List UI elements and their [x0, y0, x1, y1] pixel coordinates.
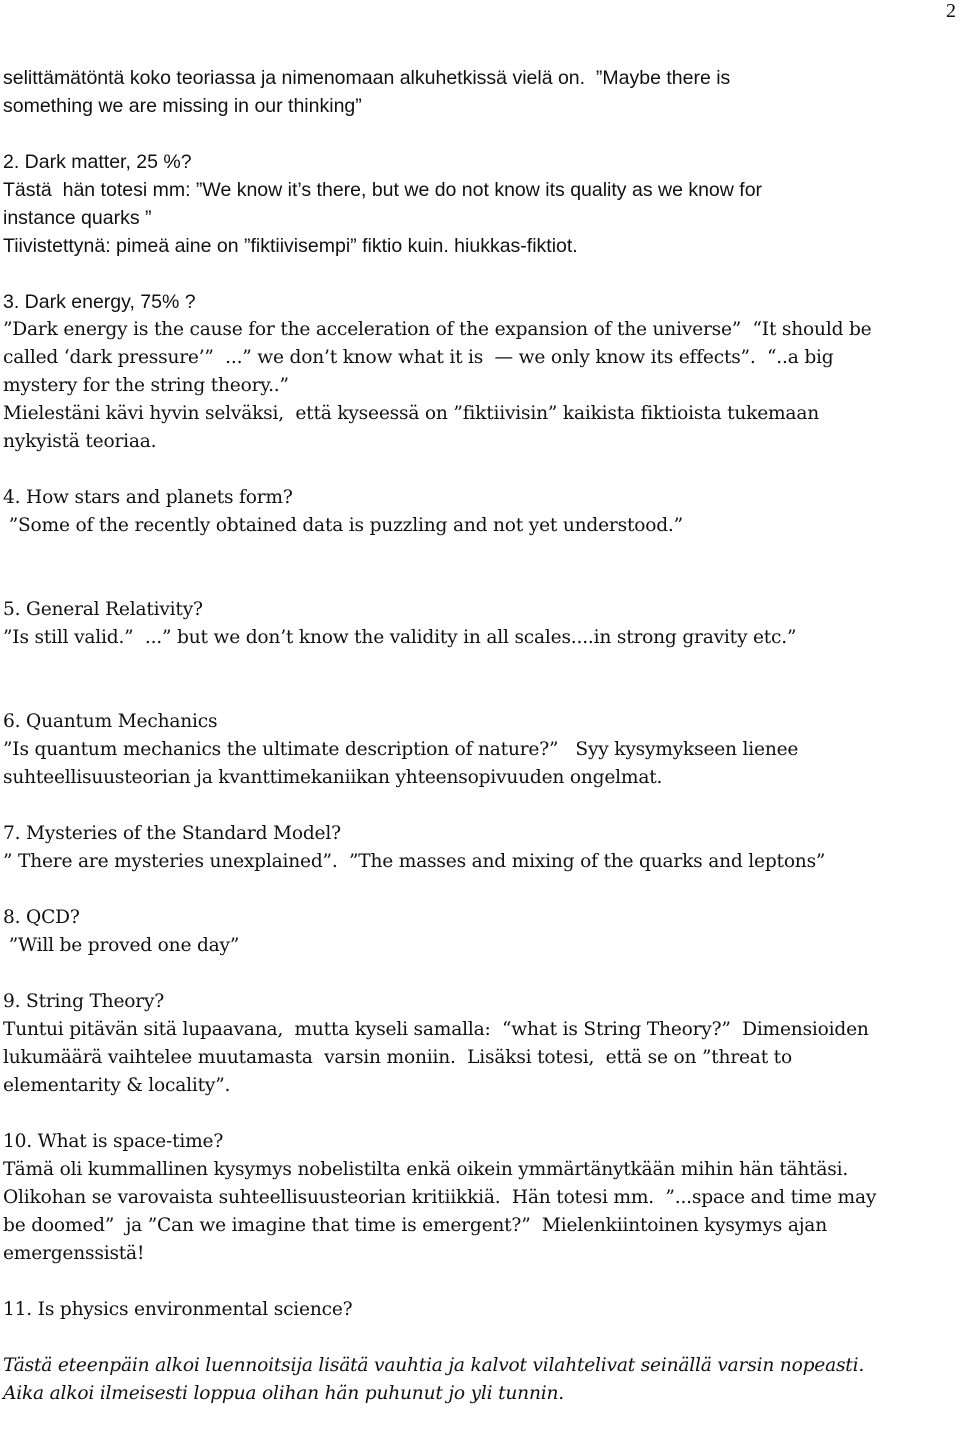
paragraph-gap — [3, 456, 953, 484]
text-line: 8. QCD? — [3, 907, 80, 928]
text-line: be doomed” ja ”Can we imagine that time is emergent?” Mielenkiintoinen kysymys ajan — [3, 1215, 827, 1236]
paragraph-gap — [3, 1100, 953, 1128]
paragraph-gap — [3, 792, 953, 820]
text-line: 11. Is physics environmental science? — [3, 1299, 353, 1320]
text-line: ”Will be proved one day” — [3, 935, 240, 956]
text-line: nykyistä teoriaa. — [3, 431, 157, 452]
paragraph-gap — [3, 120, 953, 148]
paragraph-gap — [3, 1268, 953, 1296]
page-number: 2 — [946, 0, 956, 22]
text-line: emergenssistä! — [3, 1243, 145, 1264]
document-body — [3, 64, 953, 1408]
text-line: instance quarks ” — [3, 207, 152, 229]
text-line: something we are missing in our thinking” — [3, 95, 362, 117]
text-line: elementarity & locality”. — [3, 1075, 231, 1096]
text-line: ”Is still valid.” ...” but we don’t know the validity in all scales....in strong gravity etc.” — [3, 627, 797, 648]
paragraph-gap — [3, 876, 953, 904]
text-line: 6. Quantum Mechanics — [3, 711, 218, 732]
text-line: 7. Mysteries of the Standard Model? — [3, 823, 341, 844]
text-line: 10. What is space-time? — [3, 1131, 224, 1152]
text-line: Tiivistettynä: pimeä aine on ”fiktiivisempi” fiktio kuin. hiukkas-fiktiot. — [3, 235, 578, 257]
text-line: 5. General Relativity? — [3, 599, 203, 620]
paragraph-gap — [3, 652, 953, 708]
text-line: ” There are mysteries unexplained”. ”The masses and mixing of the quarks and leptons” — [3, 851, 826, 872]
text-line: called ‘dark pressure’” ...” we don’t know what it is — we only know its effects”. “..a big — [3, 347, 834, 368]
text-line: ”Is quantum mechanics the ultimate description of nature?” Syy kysymykseen lienee — [3, 739, 799, 760]
text-line: lukumäärä vaihtelee muutamasta varsin moniin. Lisäksi totesi, että se on ”threat to — [3, 1047, 792, 1068]
text-line: 4. How stars and planets form? — [3, 487, 293, 508]
text-line: selittämätöntä koko teoriassa ja nimenomaan alkuhetkissä vielä on. ”Maybe there is — [3, 67, 731, 89]
text-line: Tuntui pitävän sitä lupaavana, mutta kyseli samalla: “what is String Theory?” Dimensioiden — [3, 1019, 869, 1040]
text-line: 2. Dark matter, 25 %? — [3, 151, 192, 173]
paragraph-gap — [3, 260, 953, 288]
paragraph-gap — [3, 960, 953, 988]
text-line: Tästä hän totesi mm: ”We know it’s there, but we do not know its quality as we know for — [3, 179, 763, 201]
text-line: Olikohan se varovaista suhteellisuusteorian kritiikkiä. Hän totesi mm. ”...space and time may — [3, 1187, 877, 1208]
text-line: ”Some of the recently obtained data is puzzling and not yet understood.” — [3, 515, 683, 536]
paragraph-gap — [3, 1324, 953, 1352]
text-line: Tästä eteenpäin alkoi luennoitsija lisätä vauhtia ja kalvot vilahtelivat seinällä varsin nopeasti. — [3, 1355, 865, 1376]
text-line: Tämä oli kummallinen kysymys nobelistilta enkä oikein ymmärtänytkään mihin hän tähtäsi. — [3, 1159, 849, 1180]
text-line: 3. Dark energy, 75% ? — [3, 291, 196, 313]
text-line: ”Dark energy is the cause for the acceleration of the expansion of the universe” “It should be — [3, 319, 872, 340]
paragraph-gap — [3, 540, 953, 596]
text-line: 9. String Theory? — [3, 991, 165, 1012]
text-line: Mielestäni kävi hyvin selväksi, että kyseessä on ”fiktiivisin” kaikista fiktioista tukemaan — [3, 403, 819, 424]
text-line: Aika alkoi ilmeisesti loppua olihan hän puhunut jo yli tunnin. — [3, 1383, 564, 1404]
text-line: mystery for the string theory..” — [3, 375, 289, 396]
text-line: suhteellisuusteorian ja kvanttimekaniikan yhteensopivuuden ongelmat. — [3, 767, 663, 788]
